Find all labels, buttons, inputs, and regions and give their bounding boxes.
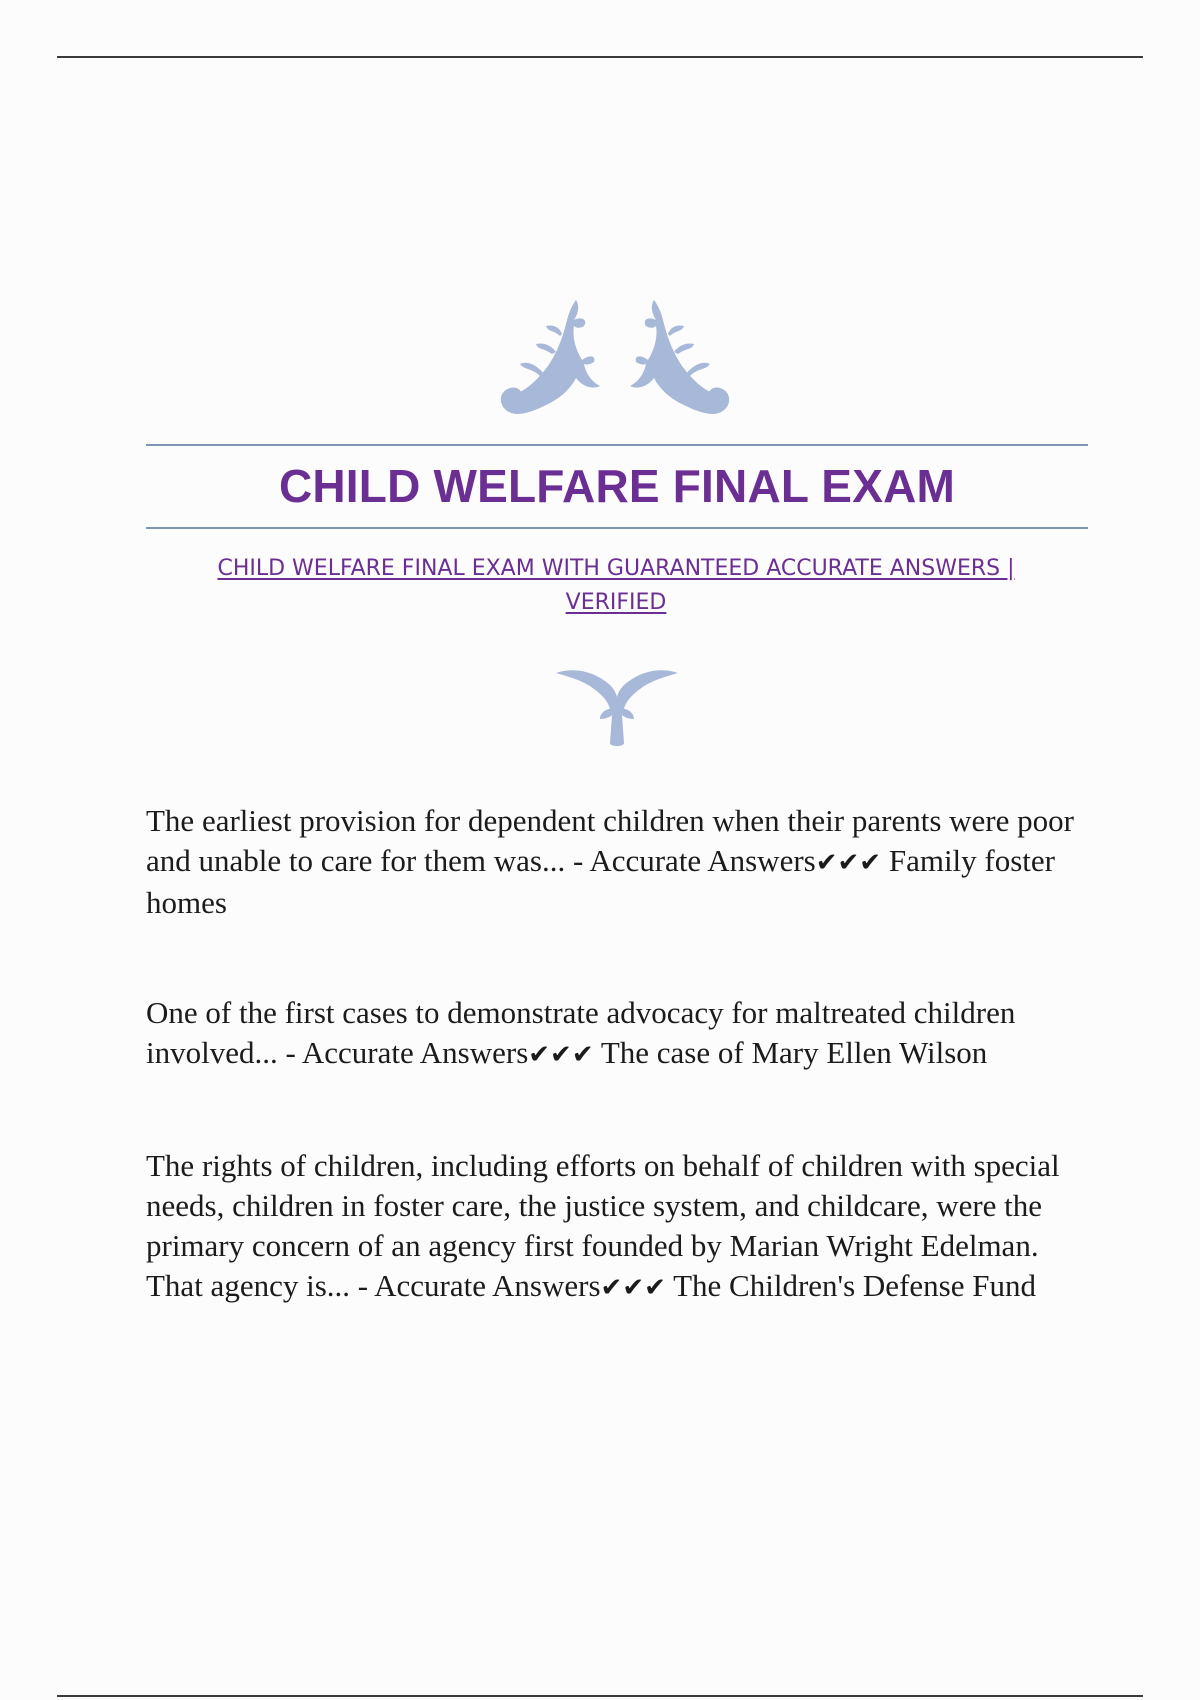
question-text: One of the first cases to demonstrate advocacy for maltreated children involved... [146, 995, 1016, 1070]
question-item [146, 801, 1076, 923]
checkmark-icon: ✔✔✔ [600, 1273, 666, 1303]
title-rule-lower [146, 527, 1088, 529]
question-item [146, 1146, 1076, 1308]
answer-text: The case of Mary Ellen Wilson [600, 1035, 988, 1070]
page-bottom-rule [57, 1695, 1143, 1697]
fleuron-icon [554, 665, 680, 749]
title-rule-upper [146, 444, 1088, 446]
answer-prefix: Accurate Answers [589, 843, 816, 878]
document-subtitle[interactable] [180, 552, 1052, 620]
answer-text: Family foster homes [146, 843, 1055, 920]
question-item [146, 993, 1076, 1075]
subtitle-link[interactable]: CHILD WELFARE FINAL EXAM WITH GUARANTEED ACCURATE ANSWERS | VERIFIED [217, 556, 1015, 615]
document-title: CHILD WELFARE FINAL EXAM [278, 460, 956, 512]
question-text: The rights of children, including efforts on behalf of children with special needs, children in foster care, the justice system, and childcare, were the primary concern of an agency first founded by Marian Wright Edelman. That agency is... [146, 1148, 1060, 1303]
answer-separator: - [277, 1035, 302, 1070]
scroll-flourish-icon [496, 296, 734, 426]
checkmark-icon: ✔✔✔ [528, 1040, 594, 1070]
answer-text: The Children's Defense Fund [673, 1268, 1036, 1303]
page-top-rule [57, 56, 1143, 58]
answer-separator: - [350, 1268, 375, 1303]
answer-separator: - [565, 843, 590, 878]
question-text: The earliest provision for dependent children when their parents were poor and unable to care for them was... [146, 803, 1074, 878]
checkmark-icon: ✔✔✔ [815, 848, 882, 878]
answer-prefix: Accurate Answers [301, 1035, 529, 1070]
answer-prefix: Accurate Answers [374, 1268, 601, 1303]
